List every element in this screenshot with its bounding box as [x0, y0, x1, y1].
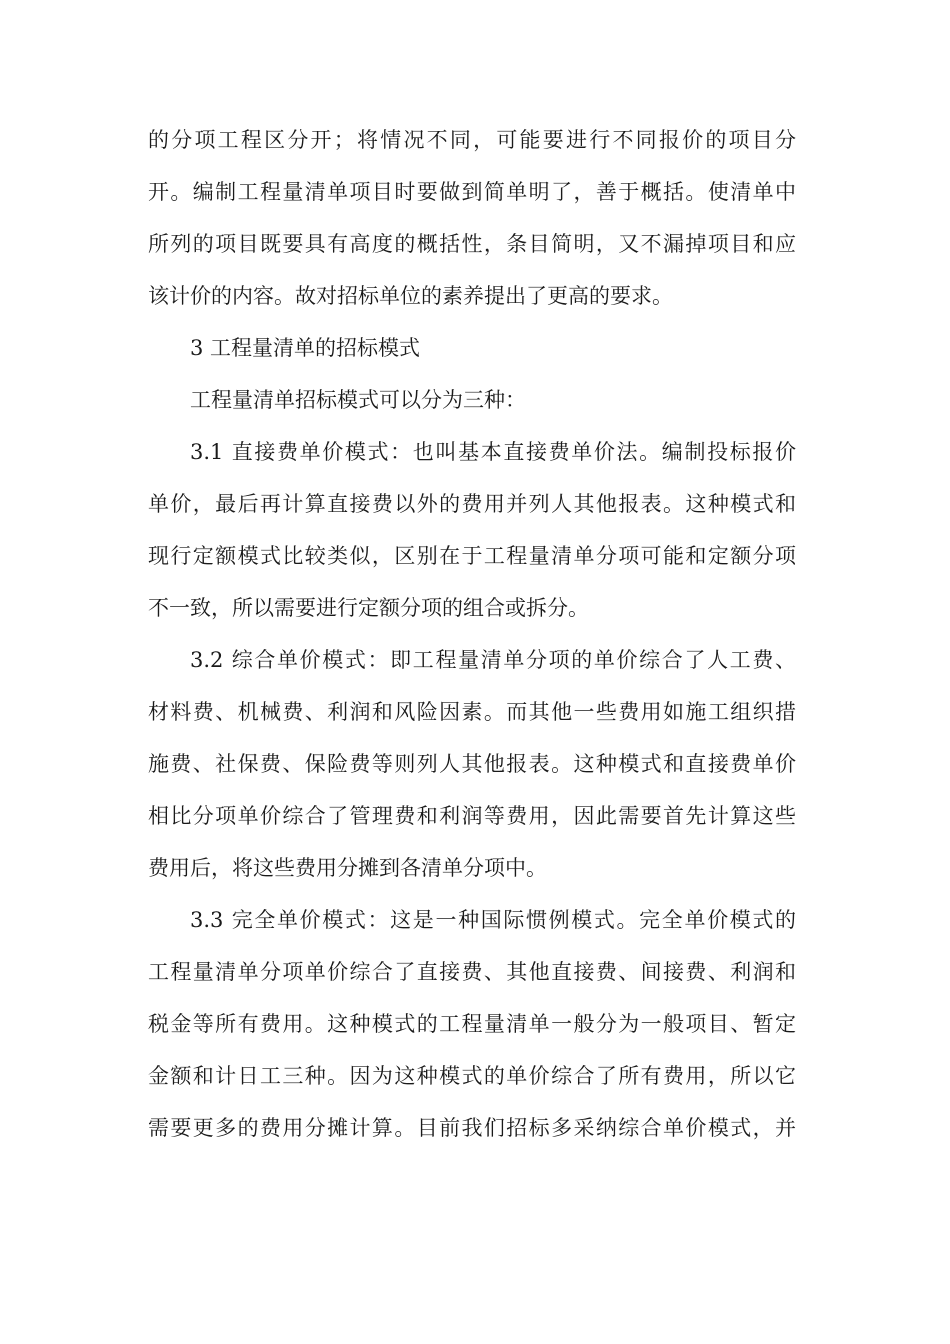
document-body — [148, 114, 796, 1154]
text-line: 材料费、机械费、利润和风险因素。而其他一些费用如施工组织措 — [148, 700, 796, 724]
text-line: 相比分项单价综合了管理费和利润等费用，因此需要首先计算这些 — [148, 804, 796, 828]
subsection-heading: 3.2 综合单价模式：即工程量清单分项的单价综合了人工费、 — [190, 648, 796, 672]
subsection-heading: 3.3 完全单价模式：这是一种国际惯例模式。完全单价模式的 — [190, 908, 796, 932]
text-line: 费用后，将这些费用分摊到各清单分项中。 — [148, 856, 547, 880]
text-line: 金额和计日工三种。因为这种模式的单价综合了所有费用，所以它 — [148, 1064, 796, 1088]
text-line: 所列的项目既要具有高度的概括性，条目简明，又不漏掉项目和应 — [148, 232, 796, 256]
text-line: 开。编制工程量清单项目时要做到简单明了，善于概括。使清单中 — [148, 180, 796, 204]
section-heading: 3 工程量清单的招标模式 — [190, 336, 421, 360]
text-line: 工程量清单分项单价综合了直接费、其他直接费、间接费、利润和 — [148, 960, 796, 984]
text-line: 施费、社保费、保险费等则列人其他报表。这种模式和直接费单价 — [148, 752, 796, 776]
text-line: 不一致，所以需要进行定额分项的组合或拆分。 — [148, 596, 589, 620]
text-line: 需要更多的费用分摊计算。目前我们招标多采纳综合单价模式，并 — [148, 1116, 796, 1140]
subsection-heading: 3.1 直接费单价模式：也叫基本直接费单价法。编制投标报价 — [190, 440, 796, 464]
text-line: 的分项工程区分开；将情况不同，可能要进行不同报价的项目分 — [148, 128, 796, 152]
text-line: 税金等所有费用。这种模式的工程量清单一般分为一般项目、暂定 — [148, 1012, 796, 1036]
text-line: 工程量清单招标模式可以分为三种： — [190, 388, 526, 412]
text-line: 现行定额模式比较类似，区别在于工程量清单分项可能和定额分项 — [148, 544, 796, 568]
text-line: 单价，最后再计算直接费以外的费用并列人其他报表。这种模式和 — [148, 492, 796, 516]
text-line: 该计价的内容。故对招标单位的素养提出了更高的要求。 — [148, 284, 673, 308]
